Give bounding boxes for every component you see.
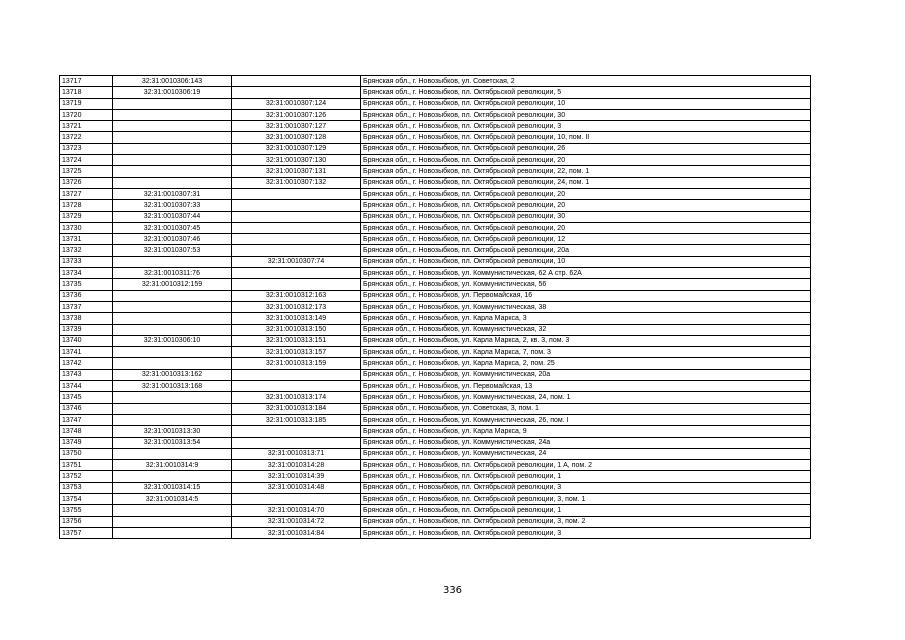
cadastral-number-alt-cell bbox=[232, 437, 361, 448]
row-number-cell: 13720 bbox=[60, 109, 113, 120]
cadastral-number-alt-cell bbox=[232, 493, 361, 504]
row-number-cell: 13726 bbox=[60, 177, 113, 188]
registry-table bbox=[59, 75, 811, 539]
table-row bbox=[60, 460, 811, 471]
address-cell: Брянская обл., г. Новозыбков, пл. Октябрьской революции, 24, пом. 1 bbox=[361, 177, 811, 188]
cadastral-number-cell: 32:31:0010307:44 bbox=[113, 211, 232, 222]
address-cell: Брянская обл., г. Новозыбков, пл. Октябрьской революции, 1 bbox=[361, 471, 811, 482]
cadastral-number-alt-cell bbox=[232, 211, 361, 222]
address-cell: Брянская обл., г. Новозыбков, пл. Октябрьской революции, 3, пом. 2 bbox=[361, 516, 811, 527]
address-cell: Брянская обл., г. Новозыбков, пл. Октябрьской революции, 26 bbox=[361, 143, 811, 154]
cadastral-number-alt-cell: 32:31:0010313:149 bbox=[232, 313, 361, 324]
cadastral-number-alt-cell: 32:31:0010307:128 bbox=[232, 132, 361, 143]
table-row bbox=[60, 211, 811, 222]
row-number-cell: 13752 bbox=[60, 471, 113, 482]
table-row bbox=[60, 188, 811, 199]
cadastral-number-cell: 32:31:0010314:9 bbox=[113, 460, 232, 471]
table-row bbox=[60, 279, 811, 290]
address-cell: Брянская обл., г. Новозыбков, ул. Коммунистическая, 38 bbox=[361, 301, 811, 312]
cadastral-number-cell bbox=[113, 132, 232, 143]
cadastral-number-cell bbox=[113, 414, 232, 425]
table-row bbox=[60, 358, 811, 369]
cadastral-number-alt-cell: 32:31:0010307:126 bbox=[232, 109, 361, 120]
cadastral-number-alt-cell: 32:31:0010314:84 bbox=[232, 527, 361, 538]
address-cell: Брянская обл., г. Новозыбков, ул. Карла Маркса, 7, пом. 3 bbox=[361, 347, 811, 358]
table-row bbox=[60, 245, 811, 256]
row-number-cell: 13717 bbox=[60, 76, 113, 87]
table-row bbox=[60, 482, 811, 493]
cadastral-number-alt-cell: 32:31:0010314:39 bbox=[232, 471, 361, 482]
cadastral-number-cell bbox=[113, 256, 232, 267]
cadastral-number-alt-cell: 32:31:0010307:74 bbox=[232, 256, 361, 267]
cadastral-number-alt-cell: 32:31:0010313:184 bbox=[232, 403, 361, 414]
table-row bbox=[60, 76, 811, 87]
row-number-cell: 13727 bbox=[60, 188, 113, 199]
address-cell: Брянская обл., г. Новозыбков, пл. Октябрьской революции, 20 bbox=[361, 222, 811, 233]
address-cell: Брянская обл., г. Новозыбков, пл. Октябрьской революции, 3 bbox=[361, 482, 811, 493]
cadastral-number-cell bbox=[113, 313, 232, 324]
cadastral-number-cell: 32:31:0010314:5 bbox=[113, 493, 232, 504]
row-number-cell: 13730 bbox=[60, 222, 113, 233]
cadastral-number-alt-cell bbox=[232, 426, 361, 437]
table-row bbox=[60, 392, 811, 403]
address-cell: Брянская обл., г. Новозыбков, ул. Карла Маркса, 2, пом. 25 bbox=[361, 358, 811, 369]
address-cell: Брянская обл., г. Новозыбков, ул. Первомайская, 13 bbox=[361, 381, 811, 392]
cadastral-number-alt-cell bbox=[232, 188, 361, 199]
table-row bbox=[60, 324, 811, 335]
row-number-cell: 13745 bbox=[60, 392, 113, 403]
cadastral-number-alt-cell: 32:31:0010307:131 bbox=[232, 166, 361, 177]
cadastral-number-cell bbox=[113, 290, 232, 301]
cadastral-number-alt-cell bbox=[232, 222, 361, 233]
address-cell: Брянская обл., г. Новозыбков, пл. Октябрьской революции, 10 bbox=[361, 256, 811, 267]
row-number-cell: 13719 bbox=[60, 98, 113, 109]
address-cell: Брянская обл., г. Новозыбков, пл. Октябрьской революции, 1 А, пом. 2 bbox=[361, 460, 811, 471]
table-row bbox=[60, 143, 811, 154]
cadastral-number-alt-cell: 32:31:0010314:28 bbox=[232, 460, 361, 471]
row-number-cell: 13746 bbox=[60, 403, 113, 414]
cadastral-number-cell: 32:31:0010306:143 bbox=[113, 76, 232, 87]
address-cell: Брянская обл., г. Новозыбков, пл. Октябрьской революции, 3 bbox=[361, 121, 811, 132]
table-row bbox=[60, 437, 811, 448]
table-row bbox=[60, 403, 811, 414]
address-cell: Брянская обл., г. Новозыбков, ул. Коммунистическая, 62 А стр. 62А bbox=[361, 268, 811, 279]
cadastral-number-cell bbox=[113, 143, 232, 154]
cadastral-number-alt-cell bbox=[232, 87, 361, 98]
cadastral-number-cell: 32:31:0010311:76 bbox=[113, 268, 232, 279]
row-number-cell: 13733 bbox=[60, 256, 113, 267]
address-cell: Брянская обл., г. Новозыбков, ул. Советская, 3, пом. 1 bbox=[361, 403, 811, 414]
table-row bbox=[60, 301, 811, 312]
row-number-cell: 13734 bbox=[60, 268, 113, 279]
row-number-cell: 13757 bbox=[60, 527, 113, 538]
cadastral-number-cell: 32:31:0010312:159 bbox=[113, 279, 232, 290]
row-number-cell: 13755 bbox=[60, 505, 113, 516]
cadastral-number-cell: 32:31:0010306:10 bbox=[113, 335, 232, 346]
cadastral-number-alt-cell: 32:31:0010313:174 bbox=[232, 392, 361, 403]
table-row bbox=[60, 335, 811, 346]
row-number-cell: 13741 bbox=[60, 347, 113, 358]
row-number-cell: 13740 bbox=[60, 335, 113, 346]
cadastral-number-alt-cell bbox=[232, 234, 361, 245]
row-number-cell: 13731 bbox=[60, 234, 113, 245]
address-cell: Брянская обл., г. Новозыбков, пл. Октябрьской революции, 20 bbox=[361, 200, 811, 211]
cadastral-number-alt-cell: 32:31:0010314:48 bbox=[232, 482, 361, 493]
table-row bbox=[60, 121, 811, 132]
cadastral-number-cell: 32:31:0010307:53 bbox=[113, 245, 232, 256]
cadastral-number-alt-cell: 32:31:0010307:129 bbox=[232, 143, 361, 154]
cadastral-number-cell bbox=[113, 155, 232, 166]
table-row bbox=[60, 268, 811, 279]
table-row bbox=[60, 381, 811, 392]
row-number-cell: 13742 bbox=[60, 358, 113, 369]
cadastral-number-alt-cell bbox=[232, 200, 361, 211]
address-cell: Брянская обл., г. Новозыбков, пл. Октябрьской революции, 12 bbox=[361, 234, 811, 245]
address-cell: Брянская обл., г. Новозыбков, ул. Карла Маркса, 9 bbox=[361, 426, 811, 437]
table-row bbox=[60, 369, 811, 380]
cadastral-number-cell: 32:31:0010313:162 bbox=[113, 369, 232, 380]
table-row bbox=[60, 505, 811, 516]
cadastral-number-cell: 32:31:0010307:45 bbox=[113, 222, 232, 233]
cadastral-number-alt-cell bbox=[232, 381, 361, 392]
table-row bbox=[60, 222, 811, 233]
cadastral-number-alt-cell: 32:31:0010313:151 bbox=[232, 335, 361, 346]
address-cell: Брянская обл., г. Новозыбков, ул. Коммунистическая, 24, пом. 1 bbox=[361, 392, 811, 403]
table-row bbox=[60, 98, 811, 109]
row-number-cell: 13722 bbox=[60, 132, 113, 143]
address-cell: Брянская обл., г. Новозыбков, пл. Октябрьской революции, 3, пом. 1 bbox=[361, 493, 811, 504]
cadastral-number-alt-cell bbox=[232, 279, 361, 290]
cadastral-number-alt-cell bbox=[232, 268, 361, 279]
table-row bbox=[60, 527, 811, 538]
cadastral-number-alt-cell: 32:31:0010312:163 bbox=[232, 290, 361, 301]
address-cell: Брянская обл., г. Новозыбков, ул. Коммунистическая, 20а bbox=[361, 369, 811, 380]
table-row bbox=[60, 471, 811, 482]
cadastral-number-cell bbox=[113, 347, 232, 358]
row-number-cell: 13739 bbox=[60, 324, 113, 335]
address-cell: Брянская обл., г. Новозыбков, ул. Коммунистическая, 32 bbox=[361, 324, 811, 335]
row-number-cell: 13738 bbox=[60, 313, 113, 324]
cadastral-number-cell: 32:31:0010307:31 bbox=[113, 188, 232, 199]
cadastral-number-cell bbox=[113, 121, 232, 132]
row-number-cell: 13725 bbox=[60, 166, 113, 177]
registry-table-body bbox=[60, 76, 811, 539]
cadastral-number-cell bbox=[113, 177, 232, 188]
table-row bbox=[60, 414, 811, 425]
address-cell: Брянская обл., г. Новозыбков, пл. Октябрьской революции, 20 bbox=[361, 188, 811, 199]
cadastral-number-cell bbox=[113, 527, 232, 538]
cadastral-number-cell: 32:31:0010307:46 bbox=[113, 234, 232, 245]
cadastral-number-cell bbox=[113, 358, 232, 369]
row-number-cell: 13743 bbox=[60, 369, 113, 380]
row-number-cell: 13724 bbox=[60, 155, 113, 166]
cadastral-number-alt-cell bbox=[232, 369, 361, 380]
cadastral-number-cell bbox=[113, 403, 232, 414]
table-row bbox=[60, 200, 811, 211]
table-row bbox=[60, 313, 811, 324]
table-row bbox=[60, 177, 811, 188]
cadastral-number-cell: 32:31:0010313:30 bbox=[113, 426, 232, 437]
cadastral-number-cell bbox=[113, 98, 232, 109]
row-number-cell: 13732 bbox=[60, 245, 113, 256]
row-number-cell: 13750 bbox=[60, 448, 113, 459]
address-cell: Брянская обл., г. Новозыбков, пл. Октябрьской революции, 22, пом. 1 bbox=[361, 166, 811, 177]
row-number-cell: 13748 bbox=[60, 426, 113, 437]
cadastral-number-alt-cell: 32:31:0010307:132 bbox=[232, 177, 361, 188]
address-cell: Брянская обл., г. Новозыбков, ул. Коммунистическая, 24а bbox=[361, 437, 811, 448]
cadastral-number-cell bbox=[113, 516, 232, 527]
row-number-cell: 13754 bbox=[60, 493, 113, 504]
cadastral-number-alt-cell bbox=[232, 245, 361, 256]
row-number-cell: 13749 bbox=[60, 437, 113, 448]
cadastral-number-cell: 32:31:0010307:33 bbox=[113, 200, 232, 211]
table-row bbox=[60, 166, 811, 177]
row-number-cell: 13747 bbox=[60, 414, 113, 425]
cadastral-number-alt-cell: 32:31:0010313:71 bbox=[232, 448, 361, 459]
address-cell: Брянская обл., г. Новозыбков, пл. Октябрьской революции, 10, пом. II bbox=[361, 132, 811, 143]
row-number-cell: 13756 bbox=[60, 516, 113, 527]
row-number-cell: 13718 bbox=[60, 87, 113, 98]
cadastral-number-alt-cell bbox=[232, 76, 361, 87]
address-cell: Брянская обл., г. Новозыбков, пл. Октябрьской революции, 3 bbox=[361, 527, 811, 538]
table-row bbox=[60, 155, 811, 166]
address-cell: Брянская обл., г. Новозыбков, ул. Карла Маркса, 3 bbox=[361, 313, 811, 324]
cadastral-number-alt-cell: 32:31:0010307:127 bbox=[232, 121, 361, 132]
row-number-cell: 13751 bbox=[60, 460, 113, 471]
row-number-cell: 13753 bbox=[60, 482, 113, 493]
cadastral-number-alt-cell: 32:31:0010313:157 bbox=[232, 347, 361, 358]
table-row bbox=[60, 347, 811, 358]
cadastral-number-cell bbox=[113, 392, 232, 403]
address-cell: Брянская обл., г. Новозыбков, пл. Октябрьской революции, 5 bbox=[361, 87, 811, 98]
table-row bbox=[60, 234, 811, 245]
page-number: 336 bbox=[442, 585, 463, 596]
table-row bbox=[60, 132, 811, 143]
address-cell: Брянская обл., г. Новозыбков, пл. Октябрьской революции, 30 bbox=[361, 109, 811, 120]
row-number-cell: 13737 bbox=[60, 301, 113, 312]
address-cell: Брянская обл., г. Новозыбков, ул. Коммунистическая, 56 bbox=[361, 279, 811, 290]
cadastral-number-alt-cell: 32:31:0010307:130 bbox=[232, 155, 361, 166]
row-number-cell: 13723 bbox=[60, 143, 113, 154]
table-row bbox=[60, 426, 811, 437]
address-cell: Брянская обл., г. Новозыбков, ул. Карла Маркса, 2, кв. 3, пом. 3 bbox=[361, 335, 811, 346]
cadastral-number-cell: 32:31:0010313:168 bbox=[113, 381, 232, 392]
address-cell: Брянская обл., г. Новозыбков, пл. Октябрьской революции, 30 bbox=[361, 211, 811, 222]
address-cell: Брянская обл., г. Новозыбков, пл. Октябрьской революции, 20 bbox=[361, 155, 811, 166]
cadastral-number-alt-cell: 32:31:0010312:173 bbox=[232, 301, 361, 312]
cadastral-number-cell bbox=[113, 471, 232, 482]
table-row bbox=[60, 290, 811, 301]
table-row bbox=[60, 448, 811, 459]
address-cell: Брянская обл., г. Новозыбков, ул. Первомайская, 16 bbox=[361, 290, 811, 301]
row-number-cell: 13744 bbox=[60, 381, 113, 392]
cadastral-number-cell bbox=[113, 301, 232, 312]
address-cell: Брянская обл., г. Новозыбков, пл. Октябрьской революции, 10 bbox=[361, 98, 811, 109]
row-number-cell: 13729 bbox=[60, 211, 113, 222]
cadastral-number-alt-cell: 32:31:0010314:70 bbox=[232, 505, 361, 516]
cadastral-number-alt-cell: 32:31:0010313:159 bbox=[232, 358, 361, 369]
row-number-cell: 13721 bbox=[60, 121, 113, 132]
address-cell: Брянская обл., г. Новозыбков, пл. Октябрьской революции, 20а bbox=[361, 245, 811, 256]
table-row bbox=[60, 256, 811, 267]
address-cell: Брянская обл., г. Новозыбков, ул. Коммунистическая, 24 bbox=[361, 448, 811, 459]
cadastral-number-alt-cell: 32:31:0010307:124 bbox=[232, 98, 361, 109]
cadastral-number-alt-cell: 32:31:0010314:72 bbox=[232, 516, 361, 527]
cadastral-number-cell: 32:31:0010314:15 bbox=[113, 482, 232, 493]
table-row bbox=[60, 516, 811, 527]
cadastral-number-cell bbox=[113, 448, 232, 459]
cadastral-number-cell bbox=[113, 109, 232, 120]
address-cell: Брянская обл., г. Новозыбков, ул. Коммунистическая, 26, пом. I bbox=[361, 414, 811, 425]
address-cell: Брянская обл., г. Новозыбков, ул. Советская, 2 bbox=[361, 76, 811, 87]
cadastral-number-cell: 32:31:0010306:19 bbox=[113, 87, 232, 98]
table-row bbox=[60, 109, 811, 120]
table-row bbox=[60, 493, 811, 504]
row-number-cell: 13735 bbox=[60, 279, 113, 290]
cadastral-number-cell bbox=[113, 324, 232, 335]
row-number-cell: 13736 bbox=[60, 290, 113, 301]
cadastral-number-alt-cell: 32:31:0010313:185 bbox=[232, 414, 361, 425]
cadastral-number-cell bbox=[113, 505, 232, 516]
cadastral-number-alt-cell: 32:31:0010313:150 bbox=[232, 324, 361, 335]
cadastral-number-cell bbox=[113, 166, 232, 177]
row-number-cell: 13728 bbox=[60, 200, 113, 211]
table-row bbox=[60, 87, 811, 98]
address-cell: Брянская обл., г. Новозыбков, пл. Октябрьской революции, 1 bbox=[361, 505, 811, 516]
cadastral-number-cell: 32:31:0010313:54 bbox=[113, 437, 232, 448]
